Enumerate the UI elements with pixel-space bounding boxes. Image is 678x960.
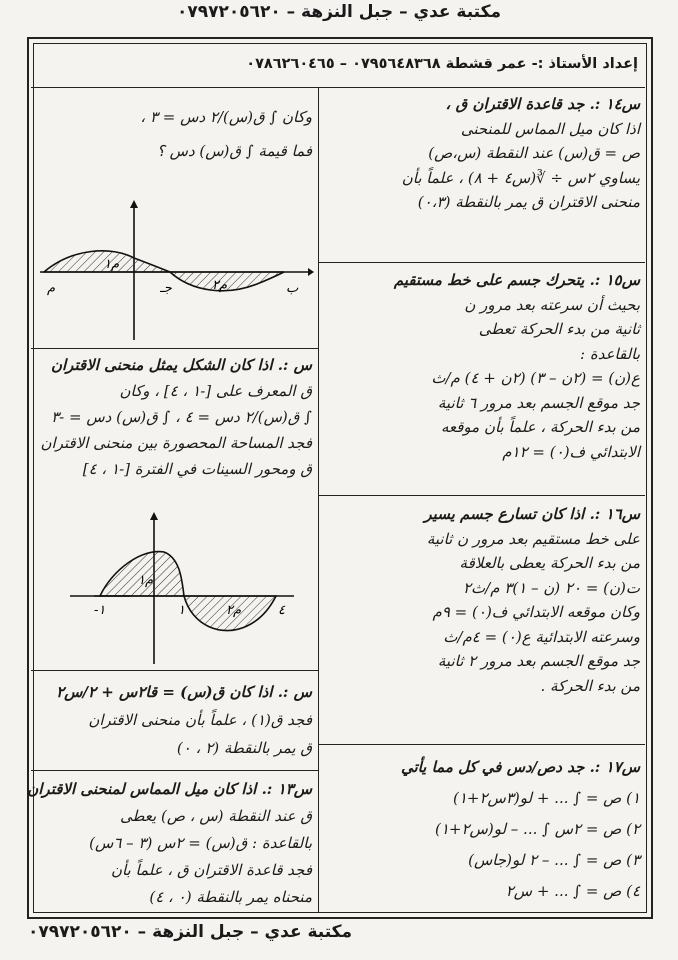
graph-top-label-m2: م٢ bbox=[212, 278, 228, 293]
qderiv-line-3: ق يمر بالنقطة (٢ ، ٠) bbox=[176, 739, 312, 757]
question-16 bbox=[322, 502, 640, 698]
q13-line-1: س١٣ :. اذا كان ميل المماس لمنحنى الاقتران bbox=[27, 780, 312, 798]
author-line: إعداد الأستاذ :- عمر قشطة ٠٧٩٥٦٤٨٣٦٨ – ٠٧٨٦٢٦٠٤٦٥ bbox=[246, 56, 638, 72]
question-deriv bbox=[36, 678, 312, 762]
q16-line-7: جد موقع الجسم بعد مرور ٢ ثانية bbox=[437, 652, 640, 670]
q16-line-4: ت(ن) = ٢٠ (ن – ١)٣ م/ث٢ bbox=[462, 578, 640, 597]
q16-line-2: على خط مستقيم بعد مرور ن ثانية bbox=[426, 529, 640, 548]
page-footer: مكتبة عدي – جبل النزهة – ٠٧٩٧٢٠٥٦٢٠ bbox=[28, 922, 353, 942]
graph-top-label-a: م bbox=[47, 281, 56, 296]
qarea-line-3: ∫ ق(س)/٢ دس = ٤ ، ∫ ق(س) دس = -٣ bbox=[51, 408, 312, 426]
q16-line-3: من بدء الحركة يعطى بالعلاقة bbox=[459, 554, 640, 572]
q17-line-3: ٢) ص = ٢س ∫ ... – لو(س٢+١) bbox=[434, 820, 640, 838]
q15-line-4: بالقاعدة : bbox=[580, 344, 640, 363]
q15-line-2: بحيث أن سرعته بعد مرور ن bbox=[464, 295, 640, 314]
qarea-line-1: س :. اذا كان الشكل يمثل منحنى الاقتران bbox=[50, 356, 312, 374]
question-top-left bbox=[36, 100, 312, 168]
question-14 bbox=[322, 92, 640, 215]
q15-line-6: جد موقع الجسم بعد مرور ٦ ثانية bbox=[437, 393, 640, 412]
qtop-line-2: فما قيمة ∫ ق(س) دس ؟ bbox=[156, 142, 312, 160]
q14-line-1: س١٤ :. جد قاعدة الاقتران ق ، bbox=[445, 95, 640, 113]
qderiv-line-1: س :. اذا كان ق(س) = قا٢س + ٢/س٢ bbox=[56, 683, 312, 701]
question-15 bbox=[322, 268, 640, 464]
graph-top bbox=[32, 196, 316, 346]
graph-area-label-m1: م١ bbox=[138, 573, 154, 588]
right-divider-1 bbox=[318, 262, 645, 263]
q14-line-4: يساوي ٢س ÷ ∛(س٤ + ٨) ، علماً بأن bbox=[401, 168, 640, 187]
left-divider-2 bbox=[31, 670, 318, 671]
graph-area-label-4: ٤ bbox=[278, 603, 285, 618]
qtop-line-1: وكان ∫ ق(س)/٢ دس = ٣ ، bbox=[140, 108, 312, 126]
question-area bbox=[36, 352, 312, 482]
q17-line-4: ٣) ص = ∫ ... – ٢ لو(جاس) bbox=[468, 851, 640, 869]
q13-line-4: فجد قاعدة الاقتران ق ، علماً بأن bbox=[110, 861, 312, 879]
right-divider-3 bbox=[318, 744, 645, 745]
q13-line-2: ق عند النقطة (س ، ص) يعطى bbox=[119, 807, 312, 825]
qarea-line-5: ق ومحور السينات في الفترة [-١ ، ٤] bbox=[82, 460, 312, 478]
q13-line-5: منحناه يمر بالنقطة (٠ ، ٤) bbox=[149, 888, 312, 906]
graph-top-label-m1: م١ bbox=[104, 257, 120, 272]
q17-line-5: ٤) ص = ∫ ... + س٢ bbox=[505, 882, 640, 900]
qderiv-line-2: فجد ق(١) ، علماً بأن منحنى الاقتران bbox=[88, 711, 312, 729]
author-divider bbox=[31, 87, 645, 88]
graph-area-label-1: ١ bbox=[178, 603, 185, 618]
right-divider-2 bbox=[318, 495, 645, 496]
left-divider-1 bbox=[31, 348, 318, 349]
q16-line-5: وكان موقعه الابتدائي ف(٠) = ٩م bbox=[432, 603, 640, 621]
q15-line-1: س١٥ :. يتحرك جسم على خط مستقيم bbox=[393, 271, 640, 289]
q14-line-2: اذا كان ميل المماس للمنحنى bbox=[460, 119, 640, 138]
q14-line-5: منحنى الاقتران ق يمر بالنقطة (٠،٣) bbox=[417, 193, 640, 211]
q13-line-3: بالقاعدة : ق(س) = ٢س (٣ – ٦س) bbox=[89, 834, 312, 852]
q15-line-3: ثانية من بدء الحركة تعطى bbox=[478, 320, 640, 338]
q15-line-8: الابتدائي ف(٠) = ١٢م bbox=[502, 442, 640, 461]
question-17 bbox=[322, 752, 640, 907]
q15-line-7: من بدء الحركة ، علماً بأن موقعه bbox=[440, 418, 640, 436]
q16-line-8: من بدء الحركة . bbox=[540, 676, 640, 695]
graph-top-label-b: ب bbox=[286, 281, 299, 296]
q14-line-3: ص = ق(س) عند النقطة (س،ص) bbox=[428, 144, 640, 162]
graph-area bbox=[32, 508, 316, 668]
graph-area-label-m2: م٢ bbox=[226, 603, 242, 618]
question-13 bbox=[27, 776, 312, 911]
graph-area-label-neg1: -١ bbox=[94, 603, 106, 618]
q15-line-5: ع(ن) = (٢ن – ٣) (٢ن + ٤) م/ث bbox=[431, 369, 640, 387]
graph-top-label-c: جـ bbox=[160, 281, 172, 296]
page-header: مكتبة عدي – جبل النزهة – ٠٧٩٧٢٠٥٦٢٠ bbox=[176, 2, 502, 22]
qarea-line-4: فجد المساحة المحصورة بين منحنى الاقتران bbox=[40, 434, 312, 452]
q17-line-2: ١) ص = ∫ ... + لو(٣س٢+١) bbox=[452, 789, 640, 807]
qarea-line-2: ق المعرف على [-١ ، ٤] ، وكان bbox=[119, 382, 312, 400]
left-divider-3 bbox=[31, 770, 318, 771]
q16-line-6: وسرعته الابتدائية ع(٠) = ٤م/ث bbox=[443, 627, 640, 646]
column-divider bbox=[318, 88, 319, 912]
q16-line-1: س١٦ :. اذا كان تسارع جسم يسير bbox=[424, 505, 640, 523]
q17-line-1: س١٧ :. جد دص/دس في كل مما يأتي bbox=[400, 758, 640, 776]
